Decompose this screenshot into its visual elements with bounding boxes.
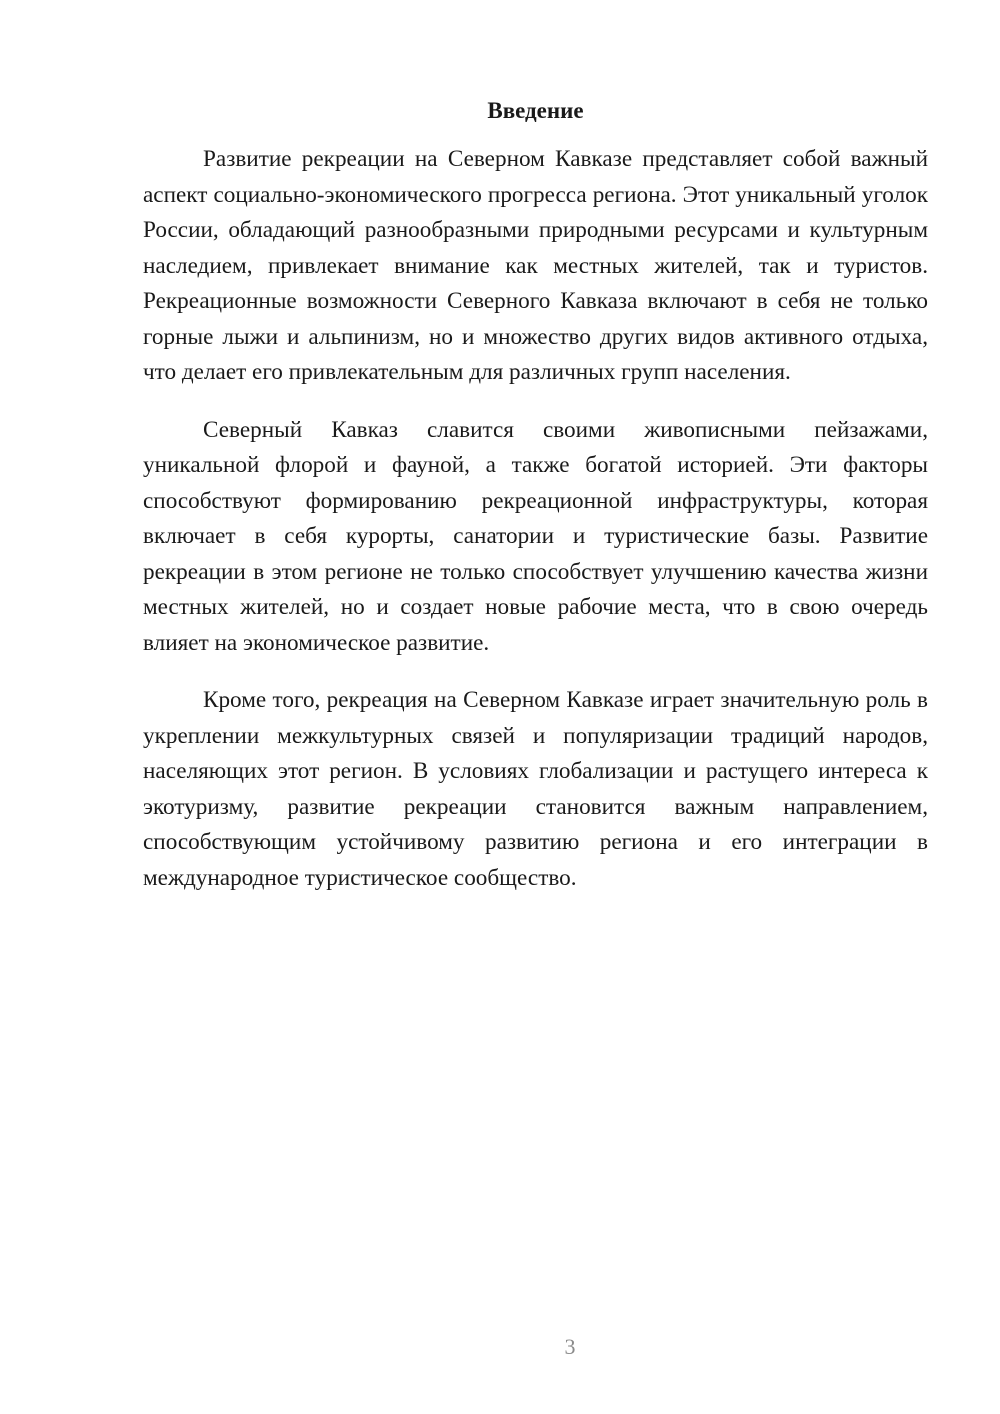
page-number: 3	[564, 1334, 576, 1359]
paragraph-3: Кроме того, рекреация на Северном Кавказе играет значительную роль в укреплении межкультурных связей и популяризации традиций народов, населяющих этот регион. В условиях глобализации и растущего интереса к экотуризму, развитие рекреации становится важным направлением, способствующим устойчивому развитию региона и его интеграции в международное туристическое сообщество.	[143, 687, 928, 891]
paragraph-1: Развитие рекреации на Северном Кавказе представляет собой важный аспект социально-экономического прогресса региона. Этот уникальный уголок России, обладающий разнообразными природными ресурсами и культурным наследием, привлекает внимание как местных жителей, так и туристов. Рекреационные возможности Северного Кавказа включают в себя не только горные лыжи и альпинизм, но и множество других видов активного отдыха, что делает его привлекательным для различных групп населения.	[143, 146, 928, 385]
section-heading: Введение	[487, 98, 584, 123]
paragraph-2: Северный Кавказ славится своими живописными пейзажами, уникальной флорой и фауной, а также богатой историей. Эти факторы способствуют формированию рекреационной инфраструктуры, которая включает в себя курорты, санатории и туристические базы. Развитие рекреации в этом регионе не только способствует улучшению качества жизни местных жителей, но и создает новые рабочие места, что в свою очередь влияет на экономическое развитие.	[143, 416, 928, 656]
body-text	[143, 142, 928, 918]
